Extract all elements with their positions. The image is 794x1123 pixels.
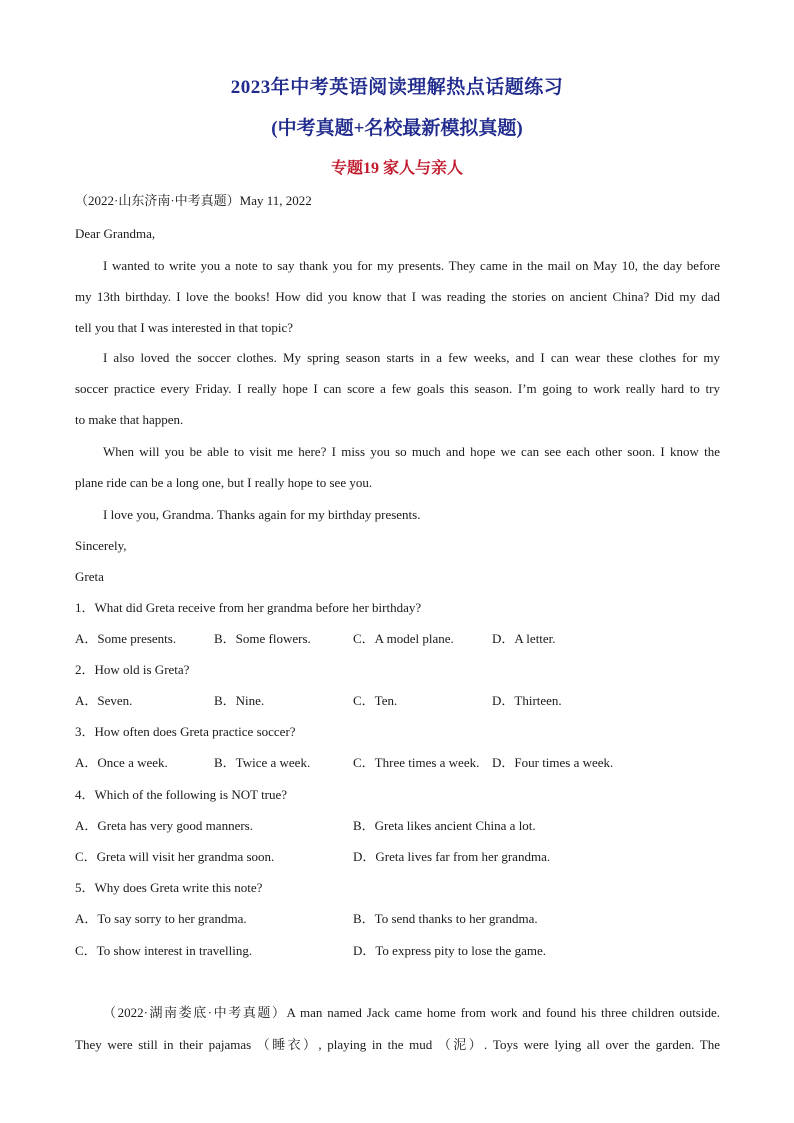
answer-option: D．To express pity to lose the game. bbox=[353, 943, 546, 958]
letter-signature: Greta bbox=[75, 569, 104, 584]
paragraph-line: When will you be able to visit me here? I miss you so much and hope we can see each other soon. I know the bbox=[103, 444, 720, 459]
paragraph-line: They were still in their pajamas （睡衣）, playing in the mud （泥）. Toys were lying all over the garden. The bbox=[75, 1037, 720, 1052]
paragraph-line: （2022·湖南娄底·中考真题）A man named Jack came home from work and found his three children outside. bbox=[103, 1005, 720, 1020]
paragraph-line: my 13th birthday. I love the books! How did you know that I was reading the stories on ancient China? Did my dad bbox=[75, 289, 720, 304]
paragraph-line: to make that happen. bbox=[75, 412, 184, 427]
question-text: 5．Why does Greta write this note? bbox=[75, 880, 263, 895]
answer-option: B．Some flowers. bbox=[214, 631, 311, 646]
answer-option: C．Three times a week. bbox=[353, 755, 480, 770]
answer-option: A．To say sorry to her grandma. bbox=[75, 911, 247, 926]
answer-option: C．A model plane. bbox=[353, 631, 454, 646]
question-text: 4．Which of the following is NOT true? bbox=[75, 787, 288, 802]
paragraph-line: I love you, Grandma. Thanks again for my birthday presents. bbox=[103, 507, 421, 522]
answer-option: B．Twice a week. bbox=[214, 755, 311, 770]
answer-option: C．Ten. bbox=[353, 693, 398, 708]
answer-option: B．Nine. bbox=[214, 693, 265, 708]
paragraph-line: I also loved the soccer clothes. My spring season starts in a few weeks, and I can wear these clothes for my bbox=[103, 350, 720, 365]
answer-option: A．Seven. bbox=[75, 693, 133, 708]
paragraph-line: tell you that I was interested in that topic? bbox=[75, 320, 294, 335]
letter-greeting: Dear Grandma, bbox=[75, 226, 156, 241]
page-subtitle: (中考真题+名校最新模拟真题) bbox=[271, 118, 523, 139]
answer-option: C．To show interest in travelling. bbox=[75, 943, 253, 958]
answer-option: B．Greta likes ancient China a lot. bbox=[353, 818, 536, 833]
answer-option: D．Thirteen. bbox=[492, 693, 562, 708]
answer-option: A．Some presents. bbox=[75, 631, 177, 646]
topic-heading: 专题19 家人与亲人 bbox=[330, 160, 463, 177]
answer-option: C．Greta will visit her grandma soon. bbox=[75, 849, 275, 864]
question-text: 3．How often does Greta practice soccer? bbox=[75, 724, 296, 739]
letter-closing: Sincerely, bbox=[75, 538, 127, 553]
answer-option: D．A letter. bbox=[492, 631, 556, 646]
question-text: 2．How old is Greta? bbox=[75, 662, 190, 677]
question-text: 1．What did Greta receive from her grandma before her birthday? bbox=[75, 600, 422, 615]
answer-option: D．Four times a week. bbox=[492, 755, 614, 770]
paragraph-line: I wanted to write you a note to say thank you for my presents. They came in the mail on May 10, the day before bbox=[103, 258, 720, 273]
answer-option: A．Greta has very good manners. bbox=[75, 818, 253, 833]
answer-option: D．Greta lives far from her grandma. bbox=[353, 849, 551, 864]
page-title: 2023年中考英语阅读理解热点话题练习 bbox=[230, 77, 564, 98]
source-line: （2022·山东济南·中考真题）May 11, 2022 bbox=[75, 193, 312, 208]
answer-option: B．To send thanks to her grandma. bbox=[353, 911, 538, 926]
answer-option: A．Once a week. bbox=[75, 755, 168, 770]
paragraph-line: plane ride can be a long one, but I really hope to see you. bbox=[75, 475, 373, 490]
paragraph-line: soccer practice every Friday. I really hope I can score a few goals this season. I’m going to work really hard to try bbox=[75, 381, 720, 396]
